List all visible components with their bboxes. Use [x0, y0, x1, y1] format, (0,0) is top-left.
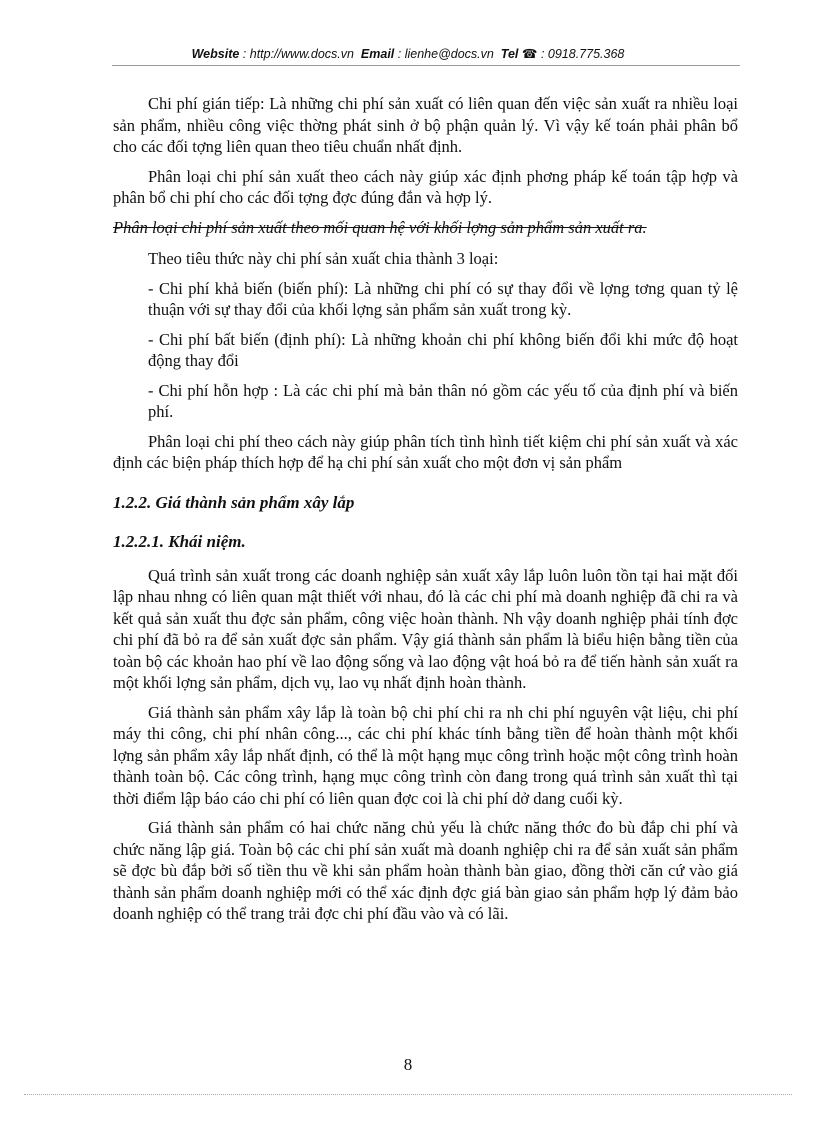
subsection-heading: 1.2.2.1. Khái niệm.	[113, 532, 246, 551]
paragraph: Giá thành sản phẩm có hai chức năng chủ yếu là chức năng thớc đo bù đắp chi phí và chức năng lập giá. Toàn bộ các chi phí sản xuất mà doanh nghiệp chi ra để sản xuất sản phẩm sẽ đợc bù đắp bởi số tiền thu về khi sản phẩm hoàn thành bàn giao, đồng thời căn cứ vào giá thành sản phẩm doanh nghiệp mới có thể xác định đợc giá bàn giao sản phẩm hợp lý đảm bảo doanh nghiệp có thể trang trải đợc chi phí đầu vào và có lãi.	[113, 818, 738, 923]
paragraph: Chi phí gián tiếp: Là những chi phí sản xuất có liên quan đến việc sản xuất ra nhiều loại sản phẩm, nhiều công việc thờng phát sinh ở bộ phận quản lý. Vì vậy kế toán phải phân bổ cho các đối tợng liên quan theo tiêu chuẩn nhất định.	[113, 94, 738, 156]
list-item: - Chi phí hỗn hợp : Là các chi phí mà bản thân nó gồm các yếu tố của định phí và biến phí.	[148, 380, 738, 421]
section-heading: 1.2.2. Giá thành sản phẩm xây lắp	[113, 492, 355, 512]
tel-label: Tel	[500, 47, 519, 61]
website-label: Website	[191, 47, 240, 61]
page-header	[0, 46, 816, 61]
header-divider	[112, 65, 740, 66]
page-number: 8	[403, 1055, 413, 1074]
paragraph: Giá thành sản phẩm xây lắp là toàn bộ chi phí chi ra nh chi phí nguyên vật liệu, chi phí máy thi công, chi phí nhân công..., các chi phí khác tính bằng tiền để hoàn thành một khối lợng sản phẩm xây lắp nhất định, có thể là một hạng mục công trình hoặc một công trình hoàn thành toàn bộ. Các công trình, hạng mục công trình còn đang trong quá trình sản xuất thì tại thời điểm lập báo cáo chi phí có liên quan đợc coi là chi phí dở dang cuối kỳ.	[113, 702, 738, 808]
tel-value: : 0918.775.368	[540, 47, 625, 61]
email-value: : lienhe@docs.vn	[397, 47, 494, 61]
paragraph: Phân loại chi phí theo cách này giúp phân tích tình hình tiết kiệm chi phí sản xuất và xác định các biện pháp thích hợp để hạ chi phí sản xuất cho một đơn vị sản phẩm	[113, 431, 738, 472]
paragraph: Quá trình sản xuất trong các doanh nghiệp sản xuất xây lắp luôn luôn tồn tại hai mặt đối lập nhau nhng có liên quan mật thiết với nhau, đó là các chi phí mà doanh nghiệp đã chi ra và kết quả sản xuất thu đợc sản phẩm, công việc hoàn thành. Nh vậy doanh nghiệp phải tính đợc chi phí đã bỏ ra để sản xuất đợc sản phẩm. Vậy giá thành sản phẩm là biểu hiện bằng tiền của toàn bộ các khoản hao phí về lao động sống và lao động vật hoá bỏ ra để tiến hành sản xuất ra một khối lợng sản phẩm, dịch vụ, lao vụ nhất định hoàn thành.	[113, 565, 738, 692]
list-item: - Chi phí khả biến (biến phí): Là những chi phí có sự thay đổi về lợng tơng quan tỷ lệ thuận với sự thay đổi của khối lợng sản phẩm sản xuất trong kỳ.	[148, 278, 738, 319]
list-item: - Chi phí bất biến (định phí): Là những khoản chi phí không biến đổi khi mức độ hoạt động thay đổi	[148, 329, 738, 370]
phone-icon: ☎	[521, 47, 538, 61]
email-label: Email	[360, 47, 395, 61]
website-value: : http://www.docs.vn	[242, 47, 354, 61]
paragraph: Theo tiêu thức này chi phí sản xuất chia thành 3 loại:	[148, 249, 499, 268]
footer-divider	[24, 1094, 792, 1095]
page-body	[113, 93, 738, 933]
paragraph: Phân loại chi phí sản xuất theo cách này giúp xác định phơng pháp kế toán tập hợp và phân bổ chi phí cho các đối tợng đợc đúng đắn và hợp lý.	[113, 166, 738, 207]
struck-subheading: Phân loại chi phí sản xuất theo mối quan hệ với khối lợng sản phẩm sản xuất ra.	[113, 217, 647, 237]
